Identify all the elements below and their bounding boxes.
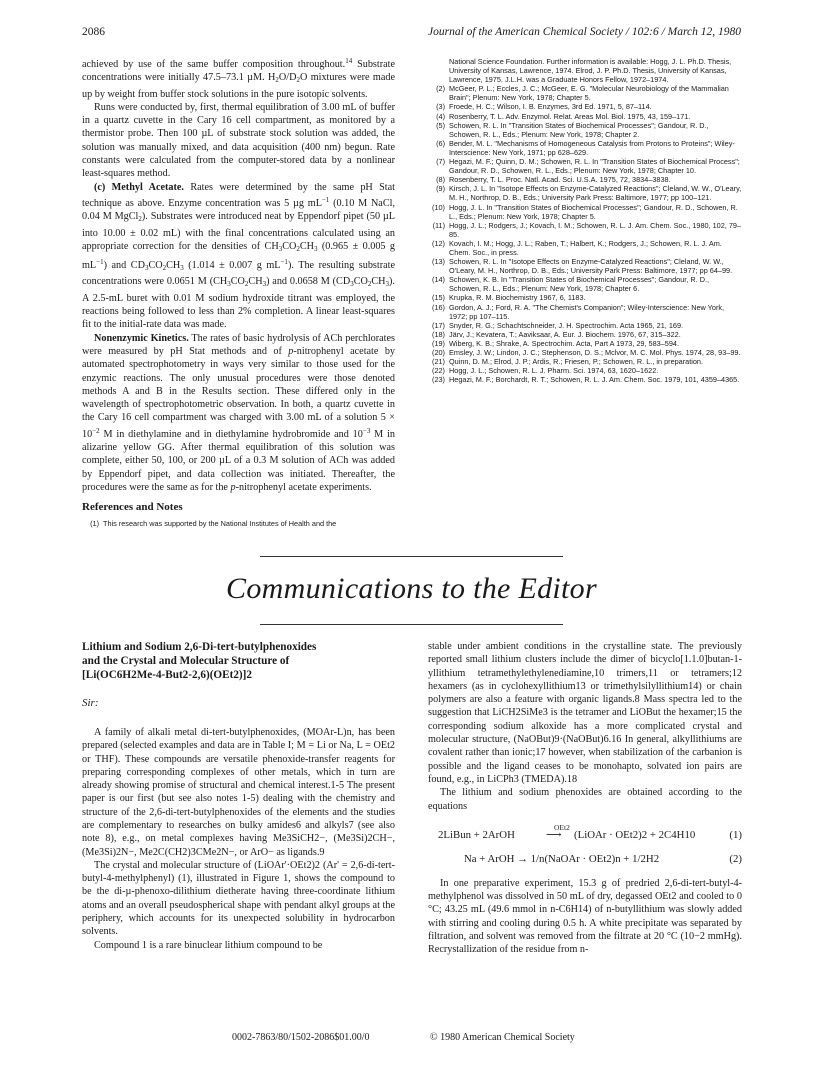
- reference-text: McGeer, P. L.; Eccles, J. C.; McGeer, E. G. "Molecular Neurobiology of the Mammalian Brain"; Plenum: New York, 1978; Chapter 5.: [449, 84, 729, 103]
- reference-text: Bender, M. L. "Mechanisms of Homogeneous Catalysis from Protons to Proteins"; Wiley-Interscience: New York, 1971; pp 628–629.: [449, 138, 735, 157]
- references-heading: References and Notes: [82, 501, 183, 514]
- paragraph-nonenzymic-kinetics: Nonenzymic Kinetics. The rates of basic hydrolysis of ACh perchlorates were measured by pH Stat methods and of p-nitrophenyl acetate by automated spectrophotometry in ways very similar to those used for the enzymic reactions. The only unusual procedures were those denoted methods A and B in the Results section. These differed only in the wavelength of spectrophotometric observation. In both, a quartz cuvette in the Cary 16 cell compartment was charged with 3.00 mL of a solution $5 \times 10^{-2}$ M in diethylamine and in diethylamine hydrobromide and $10^{-3}$ M in alizarine yellow GG. After thermal equilibration of this solution was complete, either 50, 100, or 200 µL of a 0.3 M solution of ACh was added by Eppendorf pipet, and data collection was initiated. Thereafter, the procedures were the same as for the p-nitrophenyl acetate experiments.: [82, 332, 396, 493]
- reference-item: [428, 293, 742, 302]
- reference-text: Järv, J.; Kevatera, T.; Aaviksaar, A. Eur. J. Biochem. 1976, 67, 315–322.: [449, 329, 681, 339]
- reference-number: (11): [432, 220, 445, 230]
- article-paragraph-right-2: The lithium and sodium phenoxides are obtained according to the equations: [428, 787, 742, 812]
- section-title: Communications to the Editor: [226, 572, 597, 605]
- reference-number: (8): [436, 175, 445, 185]
- equation-2: Na + ArOH → 1/n(NaOAr · OEt2)n + 1/2H2 (2): [464, 852, 742, 865]
- reference-item: [428, 57, 742, 84]
- paragraph-runs: Runs were conducted by, first, thermal equilibration of 3.00 mL of buffer in a quartz cuvette in the Cary 16 cell compartment, as monitored by a thermistor probe. Then 100 µL of substrate stock solution was added, the solution was manually mixed, and data acquisition (400 nm) begun. Rate constants were calculated from the computer-stored data by a nonlinear least-squares method.: [82, 101, 395, 180]
- reference-item: [428, 184, 742, 202]
- reference-number: (7): [436, 157, 445, 167]
- reference-item: [428, 375, 742, 384]
- reference-item: [428, 203, 742, 221]
- reference-text: Hogg, J. L.; Rodgers, J.; Kovach, I. M.; Schowen, R. L. J. Am. Chem. Soc., 1980, 102, 79–85.: [449, 220, 742, 239]
- reference-item: [428, 339, 742, 348]
- reference-item: [428, 102, 742, 111]
- reference-item: [428, 303, 742, 321]
- reference-text: Wiberg, K. B.; Shrake, A. Spectrochim. Acta, Part A 1973, 29, 583–594.: [449, 338, 679, 348]
- reference-item: [428, 157, 742, 175]
- reference-text: Hegazi, M. F.; Borchardt, R. T.; Schowen, R. L. J. Am. Chem. Soc. 1979, 101, 4359–4365.: [449, 375, 740, 385]
- upper-left-column: [82, 55, 395, 528]
- article-paragraph-1: A family of alkali metal di-tert-butylphenoxides, (MOAr-L)n, has been prepared (selected examples and data are in Table I; M = Li or Na, L = OEt2 or THF). These compounds are versatile phenoxide-transfer reagents for preparing corresponding complexes of other metals, which in turn are already showing promise of structural and chemical interest.1-5 The present paper is our first (but see also notes 1-5) dealing with the chemistry and structure of the 2,6-di-tert-butylphenoxides of the elements and the studies are complementary to researches on bulky amides6 and alkyls7 (see also note 8), e.g., on metal complexes having Me3SiCH2−, (Me3Si)2CH−, (Me3Si)2N−, Me2C(CH2)3CMe2N−, or ArO− as ligands.9: [82, 726, 395, 858]
- reference-item: [428, 239, 742, 257]
- footer-code: 0002-7863/80/1502-2086$01.00/0: [232, 1032, 370, 1043]
- running-header: [82, 26, 741, 42]
- article-paragraph-right-1: stable under ambient conditions in the crystalline state. The previously reported small lithium clusters include the dimer of bicyclo[1.1.0]butan-1-yllithium tetramethylethylenediamine,10 trimers,11 or tetramers;12 hexamers (as in cyclohexyllithium13 or trimethylsilyllithium14) or chain polymers are also a feature with organic ligands.8 Mass spectra led to the suggestion that LiCH2SiMe3 is the tetramer and LiOBut the hexamer;15 the corresponding sodium alkoxide has a more complicated crystal and molecular structure, (NaOBut)9·(NaOBut)6.16 In general, alkyllithiums are covalent rather than ionic;17 however, when stabilization of the carbanion is possible and the ligand ceases to be monohapto, solvated ion pairs are found, e.g., in LiCPh3 (TMEDA).18: [428, 641, 742, 785]
- article-paragraph-right-3: In one preparative experiment, 15.3 g of predried 2,6-di-tert-butyl-4-methylphenol was dissolved in 50 mL of dry, degassed OEt2 and cooled to 0 °C; 43.25 mL (49.6 mmol in n-C6H14) of n-butyllithium was slowly added with stirring and cooling during 0.5 h. A white precipitate was separated by filtration, and solvent was removed from the filtrate at 20 °C (10−2 mmHg). Recrystallization of the residue from n-: [428, 877, 742, 956]
- reference-item: [428, 357, 742, 366]
- article-left-column: [82, 640, 395, 952]
- reference-text: Kirsch, J. L. In "Isotope Effects on Enzyme-Catalyzed Reactions"; Cleland, W. W., O'Leary, M. H., Northrop, D. B., Eds.; University Park Press: Baltimore, 1977; pp 100–121.: [449, 184, 742, 203]
- references-list: [428, 57, 742, 384]
- reference-text: Quinn, D. M.; Elrod, J. P.; Ardis, R.; Friesen, P.; Schowen, R. L., in preparation.: [449, 357, 704, 367]
- reference-number: (5): [436, 120, 445, 130]
- reference-number: (6): [436, 138, 445, 148]
- reference-item: [428, 84, 742, 102]
- reference-number: (13): [432, 257, 445, 267]
- reference-number: (21): [432, 357, 445, 367]
- reference-text: Krupka, R. M. Biochemistry 1967, 6, 1183.: [449, 293, 586, 303]
- reference-text: Hegazi, M. F.; Quinn, D. M.; Schowen, R. L. In "Transition States of Biochemical Process"; Gandour, R. D., Schowen, R. L., Eds.; Plenum: New York, 1978; Chapter 10.: [449, 157, 740, 176]
- reference-item: [428, 139, 742, 157]
- reference-text: Kovach, I. M.; Hogg, J. L.; Raben, T.; Halbert, K.; Rodgers, J.; Schowen, R. L. J. Am. Chem. Soc., in press.: [449, 238, 722, 257]
- reference-number: (17): [432, 320, 445, 330]
- reference-text: Hogg, J. L. In "Transition States of Biochemical Processes"; Gandour, R. D., Schowen, R. L., Eds.; Plenum: New York, 1978; Chapter 5.: [449, 202, 738, 221]
- reference-item: [428, 121, 742, 139]
- footer-copyright: © 1980 American Chemical Society: [430, 1032, 575, 1043]
- reference-number: (2): [436, 84, 445, 94]
- reference-number: (4): [436, 111, 445, 121]
- equation-1: 2LiBun + 2ArOH OEt2 ⟶ (LiOAr · OEt2)2 + 2C4H10 (1): [438, 822, 742, 841]
- reference-number: (19): [432, 338, 445, 348]
- reference-number: (15): [432, 293, 445, 303]
- reference-text: Schowen, R. L. In "Transition States of Biochemical Processes"; Gandour, R. D., Schowen, R. L., Eds.; Plenum: New York, 1978; Chapter 2.: [449, 120, 709, 139]
- salutation: Sir:: [82, 696, 99, 709]
- reference-number: (20): [432, 348, 445, 357]
- reference-text: National Science Foundation. Further information is available: Hogg, J. L. Ph.D. Thesis, University of Kansas, Lawrence, 1974. Elrod, J. P. Ph.D. Thesis, University of Kansas, Lawrence, 1975. J.L.H. was a Graduate Honors Fellow, 1972–1974.: [449, 57, 732, 85]
- reference-item: [428, 175, 742, 184]
- reference-text: Emsley, J. W.; Lindon, J. C.; Stephenson, D. S.; Mclvor, M. C. Mol. Phys. 1974, 28, 93–99.: [449, 348, 741, 357]
- reference-number: (12): [432, 238, 445, 248]
- article-title: Lithium and Sodium 2,6-Di-tert-butylphenoxides and the Crystal and Molecular Structure of [Li(OC6H2Me-4-But2-2,6)(OEt2)]2: [82, 641, 317, 682]
- reference-item: [428, 366, 742, 375]
- reference-item: [428, 112, 742, 121]
- paragraph-buffer: achieved by use of the same buffer composition throughout.$^{14}$ Substrate concentrations were initially 47.5–73.1 µM. $H_2O/D_2O$ mixtures were made up by weight from buffer stock solutions in the pure isotopic solvents.: [82, 57, 395, 100]
- reference-number: (18): [432, 329, 445, 339]
- journal-citation: Journal of the American Chemical Society / 102:6 / March 12, 1980: [428, 26, 741, 38]
- reference-text: Gordon, A. J.; Ford, R. A. "The Chemist's Companion"; Wiley-Interscience: New York, 1972; pp 107–115.: [449, 302, 725, 321]
- reference-number: (3): [436, 102, 445, 112]
- article-right-column: [428, 640, 742, 957]
- reference-text: Schowen, K. B. In "Transition States of Biochemical Processes"; Gandour, R. D., Schowen, R. L., Eds.; Plenum: New York, 1978; Chapter 6.: [449, 275, 710, 294]
- reference-number: (22): [432, 366, 445, 376]
- reference-number: (14): [432, 275, 445, 285]
- reference-text: Schowen, R. L. In "Isotope Effects on Enzyme-Catalyzed Reactions"; Cleland, W. W., O'Leary, M. H., Northrop, D. B., Eds.; University Park Press: Baltimore, 1977; pp 64–99.: [449, 257, 733, 276]
- paragraph-methyl-acetate: (c) Methyl Acetate. Rates were determined by the same pH Stat technique as above. Enzyme concentration was 5 µg $mL^{-1}$ (0.10 M NaCl, 0.04 M MgCl$_2$). Substrates were introduced neat by Eppendorf pipet (50 µL into 10.00 ± 0.02 mL) with the final concentrations calculated using an appropriate correction for the densities of $CH_3CO_2CH_3$ (0.965 ± 0.005 g $mL^{-1}$) and $CD_3CO_2CH_3$ (1.014 ± 0.007 g $mL^{-1}$). The resulting substrate concentrations were 0.0651 M $(CH_3CO_2CH_3)$ and 0.0658 M $(CD_3CO_2CH_3)$. A 2.5-mL buret with 0.01 M sodium hydroxide titrant was employed, the reactions being followed to less than 2% completion. A linear least-squares fit to the initial-rate data was made.: [82, 181, 396, 331]
- reference-number: (16): [432, 302, 445, 312]
- reference-text: Froede, H. C.; Wilson, I. B. Enzymes, 3rd Ed. 1971, 5, 87–114.: [449, 102, 652, 112]
- article-paragraph-3: Compound 1 is a rare binuclear lithium compound to be: [94, 939, 323, 951]
- reference-item: [428, 221, 742, 239]
- divider-rule-bottom: [260, 624, 563, 625]
- reference-item: [428, 275, 742, 293]
- reference-item: [428, 348, 742, 357]
- reference-1: (1) This research was supported by the National Institutes of Health and the: [90, 518, 337, 528]
- reference-number: (9): [436, 184, 445, 194]
- reference-text: Hogg, J. L.; Schowen, R. L. J. Pharm. Sci. 1974, 63, 1620–1622.: [449, 366, 659, 376]
- reference-item: [428, 330, 742, 339]
- reference-item: [428, 257, 742, 275]
- reference-text: Rosenberry, T. L. Adv. Enzymol. Relat. Areas Mol. Biol. 1975, 43, 159–171.: [449, 111, 691, 121]
- reference-number: (23): [432, 375, 445, 385]
- reference-text: Snyder, R. G.; Schachtschneider, J. H. Spectrochim. Acta 1965, 21, 169.: [449, 320, 684, 330]
- reference-text: Rosenberry, T. L. Proc. Natl. Acad. Sci. U.S.A. 1975, 72, 3834–3838.: [449, 175, 671, 185]
- divider-rule-top: [260, 556, 563, 557]
- reference-item: [428, 321, 742, 330]
- reference-number: (10): [432, 202, 445, 212]
- article-paragraph-2: The crystal and molecular structure of (LiOAr'·OEt2)2 (Ar' = 2,6-di-tert-butyl-4-methylphenyl) (1), illustrated in Figure 1, shows the compound to be the di-µ-phenoxo-dilithium dietherate having three-coordinate lithium atoms and an overall pseudospherical shape with pendant alkyl groups at the periphery, which accounts for its unexpected solubility in hydrocarbon solvents.: [82, 859, 395, 938]
- page-number: 2086: [82, 26, 105, 38]
